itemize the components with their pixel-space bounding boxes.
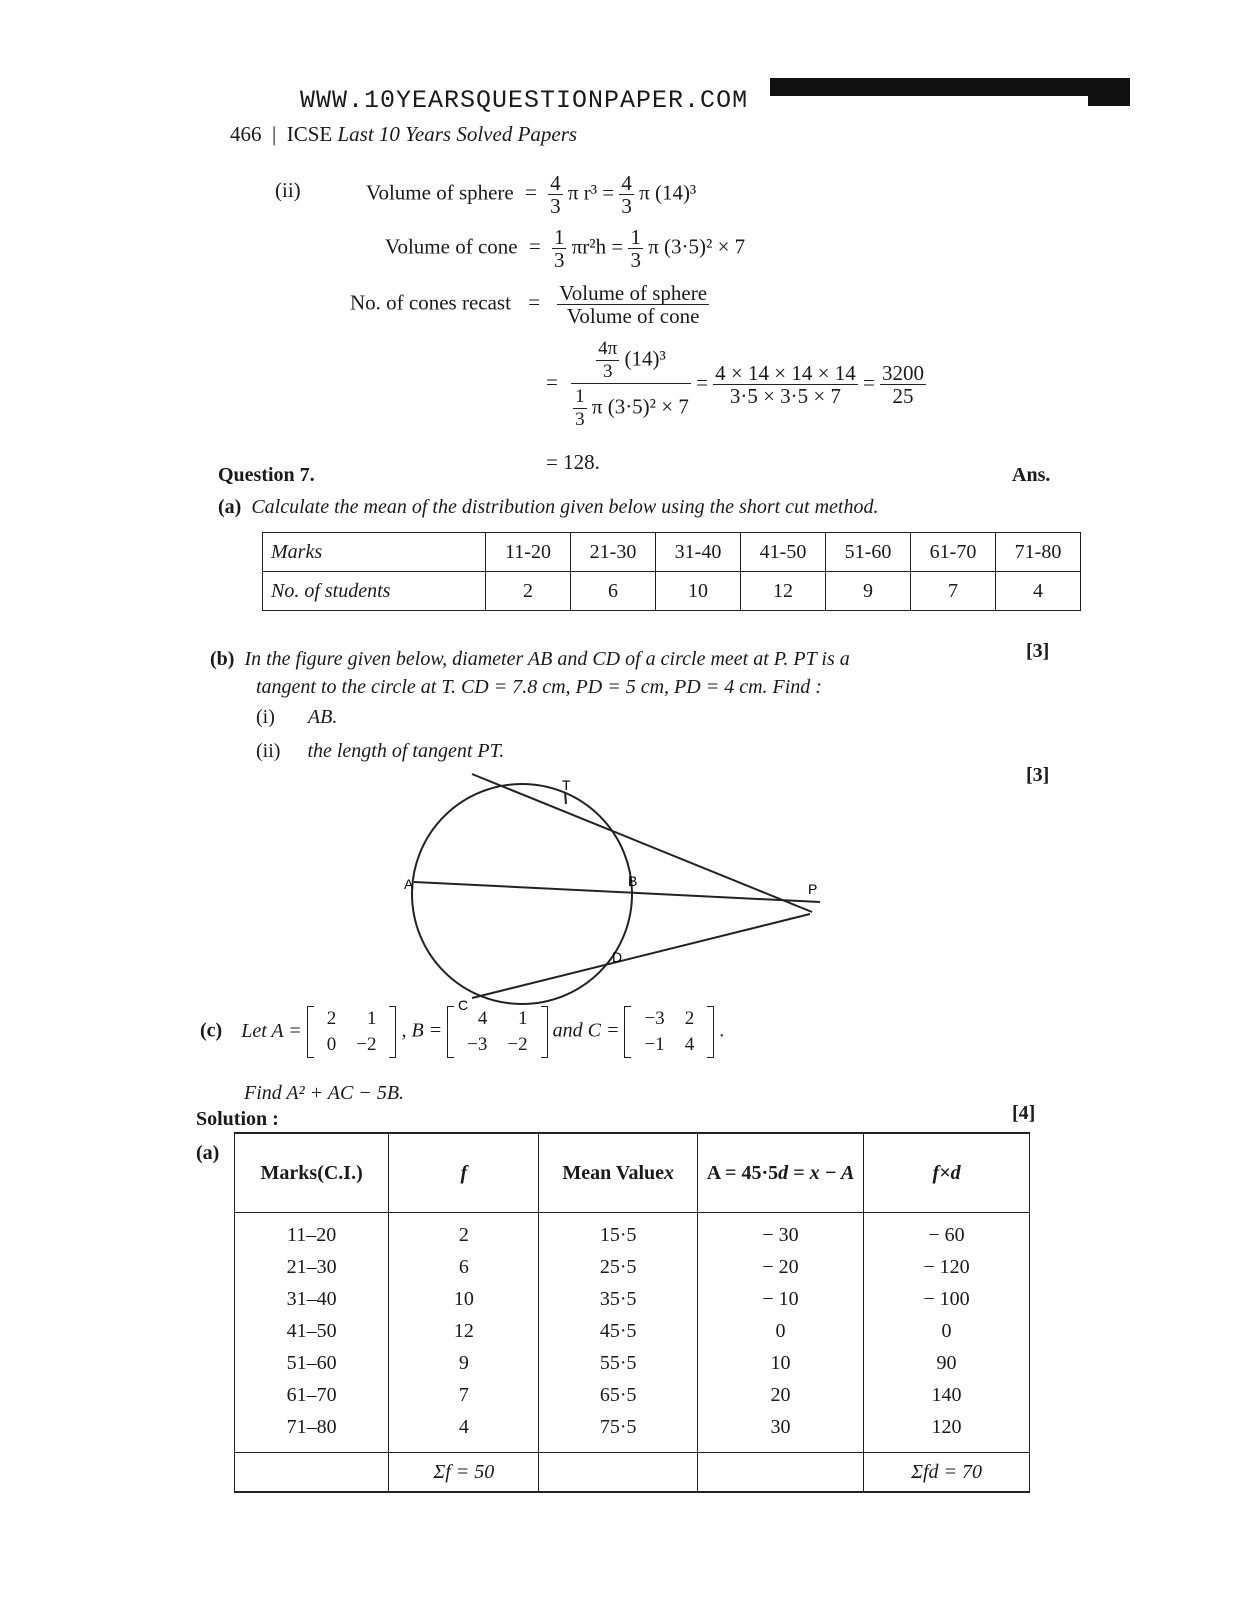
part-b-marks: [3] [1026,764,1050,786]
line-cd-p [472,914,810,998]
part-a-text: Calculate the mean of the distribution given below using the short cut method. [251,496,879,518]
class-cell: 41-50 [741,533,826,572]
part-a-marks: [3] [1026,640,1050,662]
label-p: P [808,881,818,897]
count-cell: 7 [911,572,996,611]
matrix-cell: −1 [644,1034,665,1055]
count-cell: 9 [826,572,911,611]
and-c-text: and C = [552,1019,620,1042]
header-fd: f×d [864,1133,1030,1213]
count-cell: 10 [656,572,741,611]
header-separator: | [272,122,277,146]
solution-body-row [235,1213,1030,1453]
class-cell: 31-40 [656,533,741,572]
part-b-ii [256,740,504,763]
eq-sign: = [528,234,541,259]
marks-row [263,533,1081,572]
cone-volume-line [385,226,745,271]
line-ab-p [414,882,820,902]
label-a: A [404,876,414,892]
matrix-cell: 1 [366,1008,377,1029]
cones-recast-line [350,282,709,327]
cone-coef: $\frac{1}{3}$ [553,225,565,272]
label-b: B [628,873,638,889]
class-cell: 71-80 [996,533,1081,572]
cone-expr-1: πr²h [571,234,607,259]
part-b-question [210,648,850,671]
matrix-c [624,1006,714,1058]
fd-column: − 60 − 120 − 100 0 90 140 120 [864,1213,1030,1453]
students-row [263,572,1081,611]
sphere-volume-line [366,172,696,217]
sphere-expr-2: π (14)³ [639,180,697,205]
footer-empty [697,1453,863,1493]
header-mean: Mean Valuex [539,1133,698,1213]
eq-sign: = [525,180,537,205]
part-a-question [218,496,878,519]
header-rule-end [1088,78,1130,106]
header-marks: Marks(C.I.) [235,1133,389,1213]
part-a-label: (a) [218,496,242,518]
header-deviation: A = 45·5d = x − A [697,1133,863,1213]
header-f: f [389,1133,539,1213]
footer-empty [539,1453,698,1493]
matrix-a [307,1006,397,1058]
header-rule [770,78,1130,96]
book-title: Last 10 Years Solved Papers [337,122,578,146]
part-ii-label: (ii) [275,178,301,202]
part-b-i [256,706,337,729]
solution-table [234,1132,1030,1493]
solution-footer-row [235,1453,1030,1493]
label-d: D [612,949,623,965]
matrix-cell: −2 [507,1034,528,1055]
page-number: 466 [230,122,262,146]
f-column: 2 6 10 12 9 7 4 [389,1213,539,1453]
let-a-text: Let A = [241,1019,302,1042]
matrix-cell: 1 [518,1008,528,1029]
part-b-label: (b) [210,648,235,670]
question-title: Question 7. [218,464,315,486]
big-fraction [571,338,691,431]
running-header [230,122,577,147]
matrix-cell: 0 [326,1034,337,1055]
count-cell: 2 [486,572,571,611]
eq-sign: = [611,234,624,259]
x-column: 15·5 25·5 35·5 45·5 55·5 65·5 75·5 [539,1213,698,1453]
final-answer: = 128. [546,450,600,474]
matrix-cell: 4 [477,1008,488,1029]
part-c-marks: [4] [1012,1102,1036,1124]
eq-sign: = [528,290,541,315]
distribution-table [262,532,1081,611]
circle [412,784,632,1004]
part-c-question [200,1006,724,1058]
count-cell: 4 [996,572,1081,611]
matrix-cell: 4 [684,1034,695,1055]
footer-empty [235,1453,389,1493]
tangent-point-tick [565,792,566,804]
matrix-cell: −2 [356,1034,377,1055]
find-expression: Find A² + AC − 5B. [244,1082,405,1104]
eq-sign: = [602,180,615,205]
students-label: No. of students [263,572,486,611]
volume-ratio: $\frac{\text{Volume of sphere}}{\text{Volume of cone}}$ [559,281,708,328]
book-prefix: ICSE [286,122,333,146]
count-cell: 12 [741,572,826,611]
cones-recast-label: No. of cones recast [350,290,511,315]
part-b-ii-text: the length of tangent PT. [307,740,505,762]
sphere-expr-1: π r³ [567,180,597,205]
part-b-i-label: (i) [256,706,275,728]
sphere-coef: $\frac{4}{3}$ [550,171,561,218]
label-c: C [458,997,469,1010]
numeric-fraction: $\frac{4 \times 14 \times 14 \times 14}{3\cdot 5 \times 3\cdot 5 \times 7}$ [715,361,856,408]
part-b-text-1: In the figure given below, diameter AB and CD of a circle meet at P. PT is a [244,648,850,670]
eq-sign: = [696,370,708,395]
cone-volume-label: Volume of cone [385,234,518,259]
classes-column: 11–20 21–30 31–40 41–50 51–60 61–70 71–80 [235,1213,389,1453]
eq-sign: = [546,370,558,395]
sphere-volume-label: Volume of sphere [366,180,514,205]
tangent-pt [472,774,812,912]
part-b-ii-label: (ii) [256,740,281,762]
big-fraction-den: $\frac{1}{3}$ π (3·5)² × 7 [575,386,689,430]
matrix-cell: 2 [684,1008,695,1029]
part-b-i-text: AB. [307,706,338,728]
matrix-cell: −3 [467,1034,488,1055]
cone-coef-2: $\frac{1}{3}$ [630,225,641,272]
sum-fd: Σfd = 70 [864,1453,1030,1493]
marks-label: Marks [263,533,486,572]
class-cell: 21-30 [571,533,656,572]
ans-label: Ans. [1012,464,1051,486]
solution-header-row [235,1133,1030,1213]
circle-tangent-figure [400,770,840,1010]
d-column: − 30 − 20 − 10 0 10 20 30 [697,1213,863,1453]
label-t: T [562,777,571,793]
matrix-b [447,1006,547,1058]
cone-expr-2: π (3·5)² × 7 [648,234,746,259]
matrix-cell: 2 [326,1008,337,1029]
part-b-text-2: tangent to the circle at T. CD = 7.8 cm, PD = 5 cm, PD = 4 cm. Find : [256,676,822,698]
period: . [719,1019,725,1042]
sum-f: Σf = 50 [389,1453,539,1493]
part-c-label: (c) [200,1019,223,1042]
b-equals-text: , B = [401,1019,443,1042]
solution-part-a-label: (a) [196,1142,220,1164]
sphere-coef-2: $\frac{4}{3}$ [621,171,632,218]
eq-sign: = [862,370,875,395]
class-cell: 11-20 [486,533,571,572]
class-cell: 61-70 [911,533,996,572]
matrix-cell: −3 [644,1008,665,1029]
result-fraction: $\frac{3200}{25}$ [882,361,925,408]
big-fraction-num: $\frac{4\pi}{3}$ (14)³ [571,338,691,384]
class-cell: 51-60 [826,533,911,572]
solution-title: Solution : [196,1108,279,1130]
website-url: WWW.10YEARSQUESTIONPAPER.COM [300,86,749,115]
recast-calculation [546,338,926,431]
count-cell: 6 [571,572,656,611]
